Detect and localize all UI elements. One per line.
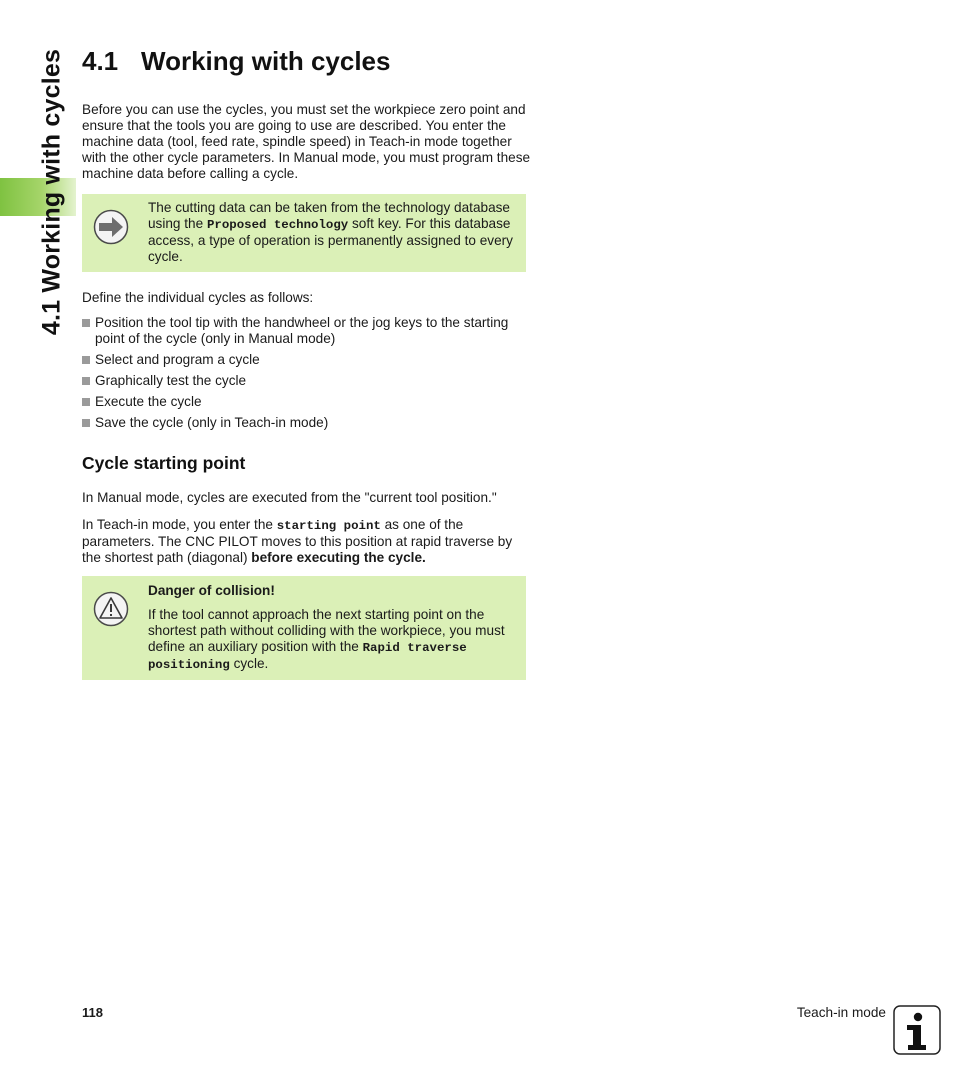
steps-list [82, 315, 522, 436]
warning-title: Danger of collision! [148, 583, 275, 598]
emphasis-text: before executing the cycle. [251, 550, 426, 565]
list-item: Save the cycle (only in Teach-in mode) [82, 415, 522, 431]
intro-paragraph: Before you can use the cycles, you must set the workpiece zero point and ensure that the tools you are going to use are described. You enter the machine data (tool, feed rate, spindle speed) in Teach-in mode together with the other cycle parameters. In Manual mode, you must program these machine data before calling a cycle. [82, 102, 531, 181]
warning-note-box [82, 576, 526, 680]
define-paragraph: Define the individual cycles as follows: [82, 290, 314, 305]
section-number: 4.1 [82, 46, 119, 76]
warning-icon [93, 591, 129, 627]
proposed-technology-softkey: Proposed technology [206, 218, 349, 232]
starting-point-code: starting point [276, 519, 381, 533]
subheading: Cycle starting point [82, 453, 246, 473]
teach-paragraph: In Teach-in mode, you enter the starting point as one of the parameters. The CNC PILOT moves to this position at rapid traverse by the shortest path (diagonal) before executing the cycle. [82, 517, 513, 565]
rapid-traverse-code: Rapid traverse positioning [148, 641, 467, 672]
page-number: 118 [82, 1005, 103, 1020]
manual-paragraph: In Manual mode, cycles are executed from the "current tool position." [82, 490, 497, 505]
footer-mode-label: Teach-in mode [796, 1005, 886, 1020]
section-title: Working with cycles [141, 46, 391, 76]
list-item: Graphically test the cycle [82, 373, 522, 389]
tip-note-text: The cutting data can be taken from the technology database using the Proposed technology soft key. For this database access, a type of operation is permanently assigned to every cycle. [148, 200, 513, 264]
info-icon [893, 1005, 941, 1055]
page-title [82, 46, 390, 77]
warning-text: If the tool cannot approach the next starting point on the shortest path without colliding with the workpiece, you must define an auxiliary position with the Rapid traverse positioning cycle. [148, 607, 505, 672]
list-item: Position the tool tip with the handwheel or the jog keys to the starting point of the cycle (only in Manual mode) [82, 315, 522, 347]
arrow-right-icon [93, 209, 129, 245]
tip-note-box [82, 194, 526, 272]
list-item: Select and program a cycle [82, 352, 522, 368]
chapter-side-title: 4.1 Working with cycles [37, 48, 66, 336]
list-item: Execute the cycle [82, 394, 522, 410]
